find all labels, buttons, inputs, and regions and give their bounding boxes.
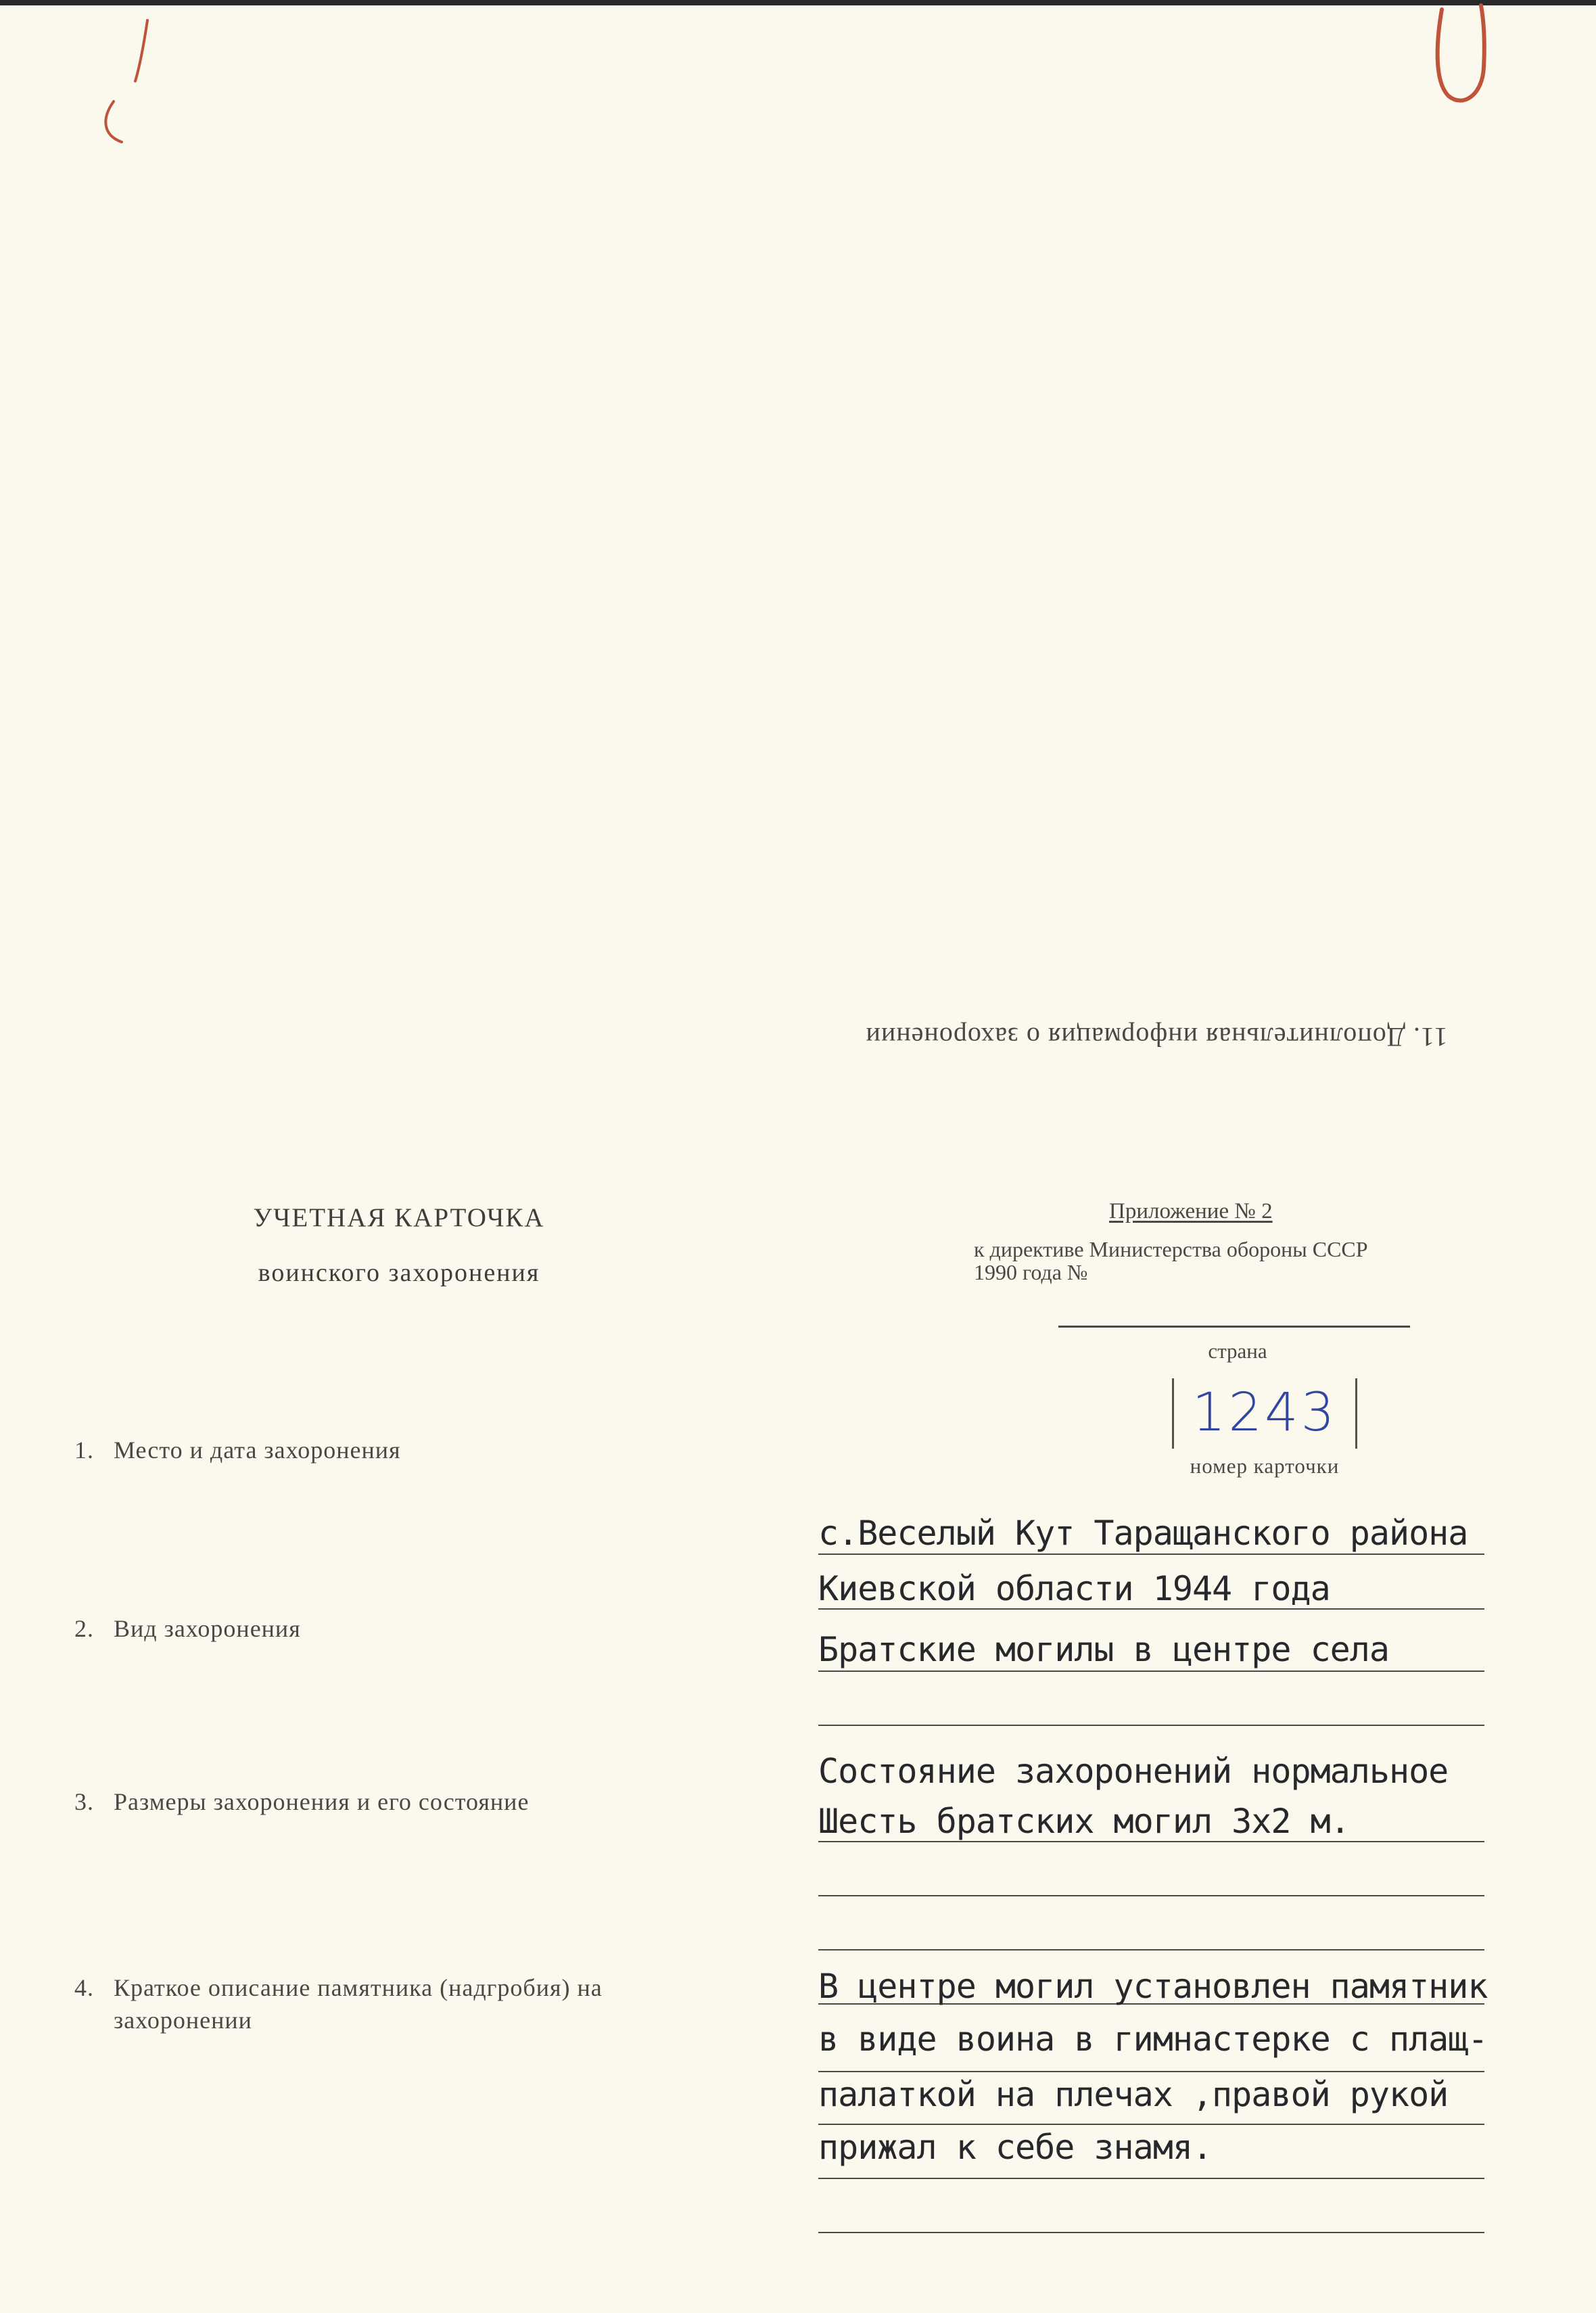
field-4-text-line-2: захоронении (114, 2007, 252, 2034)
card-subtitle: воинского захоронения (258, 1259, 540, 1287)
typed-size: Шесть братских могил 3х2 м. (818, 1802, 1350, 1841)
field-2-label (74, 1612, 301, 1645)
directive-line-1: к директиве Министерства обороны СССР (974, 1237, 1368, 1261)
field-3-label (74, 1785, 529, 1818)
typed-monument-1: В центре могил установлен памятник (818, 1967, 1488, 2006)
directive-reference (974, 1238, 1368, 1284)
answer-line-6 (818, 1846, 1484, 1896)
field-1-text: Место и дата захоронения (114, 1436, 401, 1464)
country-label: страна (1208, 1339, 1267, 1363)
typed-condition: Состояние захоронений нормальное (818, 1752, 1449, 1791)
field-3-text: Размеры захоронения и его состояние (114, 1788, 530, 1815)
field-4-number: 4. (74, 1974, 94, 2001)
country-field-line (1058, 1326, 1410, 1328)
typed-monument-2: в виде воина в гимнастерке с плащ- (818, 2019, 1488, 2059)
typed-burial-type: Братские могилы в центре села (818, 1630, 1389, 1669)
typed-place: с.Веселый Кут Таращанского района (818, 1514, 1468, 1553)
field-4-text: Краткое описание памятника (надгробия) на (114, 1974, 603, 2001)
field-1-number: 1. (74, 1436, 94, 1464)
typed-monument-3: палаткой на плечах ,правой рукой (818, 2075, 1449, 2114)
typed-monument-4: прижал к себе знамя. (818, 2128, 1213, 2167)
card-number: 1243 (1192, 1382, 1338, 1443)
pencil-mark-right (1427, 0, 1501, 115)
appendix-label: Приложение № 2 (1109, 1199, 1273, 1223)
typed-region-date: Киевской области 1944 года (818, 1569, 1330, 1608)
card-title: УЧЕТНАЯ КАРТОЧКА (253, 1203, 545, 1232)
pencil-mark-left (95, 0, 156, 156)
answer-line-12 (818, 2183, 1484, 2233)
field-1-label (74, 1434, 401, 1466)
directive-line-2: 1990 года № (974, 1260, 1088, 1284)
scan-top-edge (0, 0, 1596, 5)
field-2-text: Вид захоронения (114, 1615, 301, 1642)
field-3-number: 3. (74, 1788, 94, 1815)
additional-info-heading: 11. Дополнительная информация о захоронении (865, 1022, 1448, 1052)
field-4-label (74, 1971, 603, 2036)
answer-line-7 (818, 1900, 1484, 1950)
card-number-label: номер карточки (1190, 1454, 1340, 1478)
field-2-number: 2. (74, 1615, 94, 1642)
answer-line-4 (818, 1676, 1484, 1726)
